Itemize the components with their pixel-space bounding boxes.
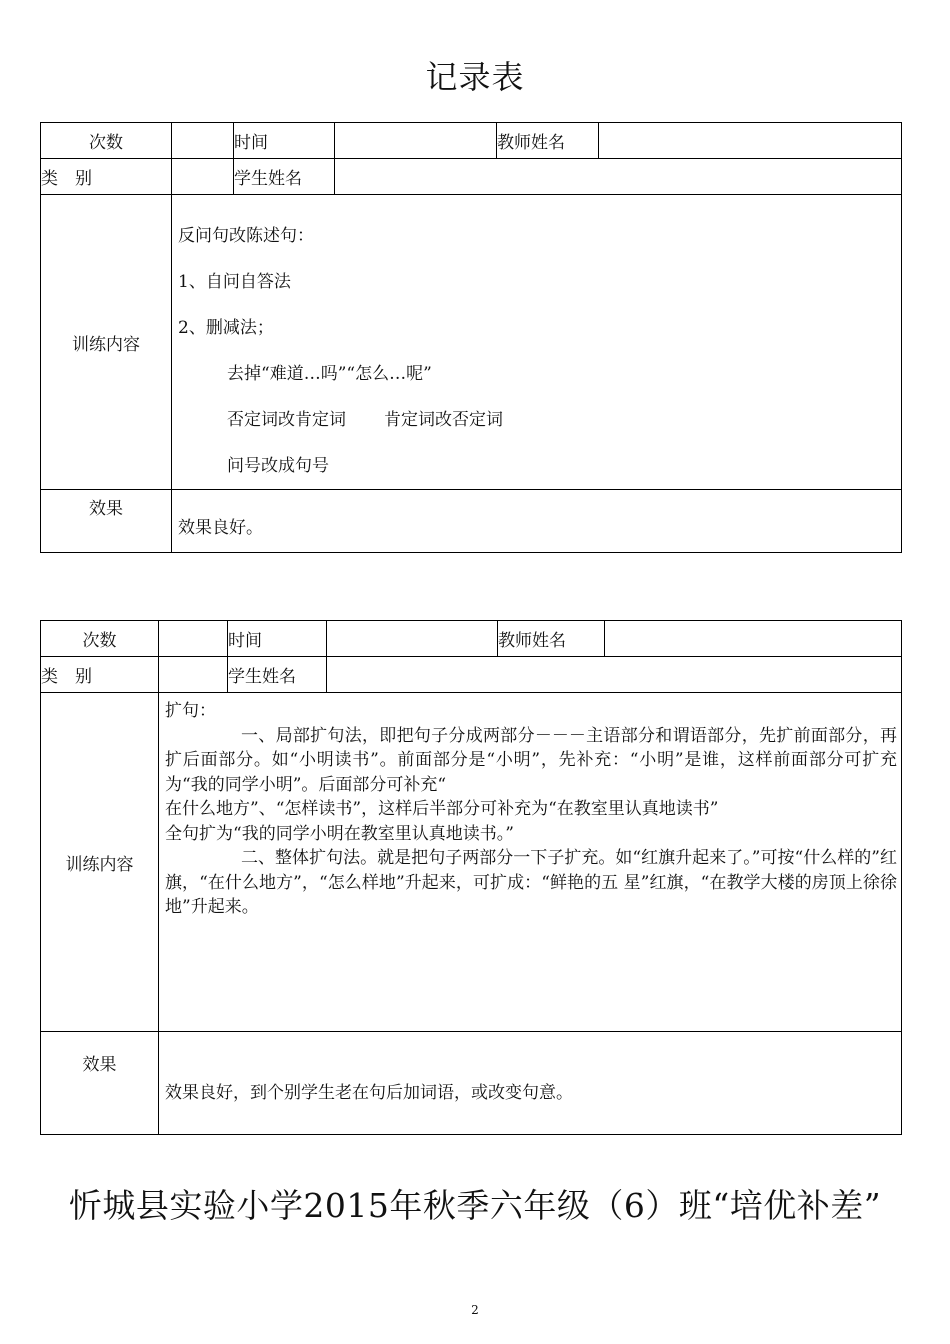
category-label: 类 别 [41,159,172,195]
content-heading: 反问句改陈述句： [178,226,314,246]
content-paragraph: 二、整体扩句法。就是把句子两部分一下子扩充。如“红旗升起来了。”可按“什么样的”红旗，“在什么地方”，“怎么样地”升起来，可扩成：“鲜艳的五 星”红旗，“在教学大楼的房顶上徐徐地”升起来。 [165,848,897,917]
content-step: 肯定词改否定词 [384,410,503,430]
student-name-label: 学生姓名 [234,159,335,195]
count-value[interactable] [159,621,228,657]
teacher-name-value[interactable] [599,123,902,159]
content-item: 1、自问自答法 [178,272,291,292]
record-table-1 [40,122,902,553]
training-content-label: 训练内容 [41,195,172,490]
time-label: 时间 [234,123,335,159]
effect-text: 效果良好，到个别学生老在句后加词语，或改变句意。 [165,1082,573,1103]
category-value[interactable] [172,159,234,195]
training-content-cell [159,693,902,1032]
content-paragraph: 一、局部扩句法，即把句子分成两部分－－－主语部分和谓语部分，先扩前面部分，再扩后面部分。如“小明读书”。前面部分是“小明”，先补充：“小明”是谁，这样前面部分可扩充为“我的同学小明”。后面部分可补充“ [165,725,897,795]
time-value[interactable] [335,123,497,159]
count-label: 次数 [41,621,159,657]
school-class-heading: 忻城县实验小学2015年秋季六年级（6）班“培优补差” [68,1186,882,1225]
student-name-label: 学生姓名 [228,657,327,693]
effect-label: 效果 [41,1032,159,1135]
teacher-name-value[interactable] [605,621,902,657]
training-content-cell [172,195,902,490]
effect-text: 效果良好。 [178,517,263,538]
student-name-value[interactable] [335,159,902,195]
page-title: 记录表 [425,58,525,96]
training-content-label: 训练内容 [41,693,159,1032]
content-item: 2、删减法； [178,318,274,338]
count-value[interactable] [172,123,234,159]
content-step: 去掉“难道…吗”“怎么…呢” [227,364,432,384]
record-table-2 [40,620,902,1135]
content-step: 问号改成句号 [227,456,329,476]
content-step: 否定词改肯定词 [227,410,346,430]
category-label: 类 别 [41,657,159,693]
content-heading: 扩句： [165,701,216,721]
teacher-name-label: 教师姓名 [498,621,605,657]
category-value[interactable] [159,657,228,693]
student-name-value[interactable] [327,657,902,693]
content-step-row [178,409,901,432]
effect-label: 效果 [41,490,172,553]
effect-cell [159,1032,902,1135]
page-number: 2 [471,1303,479,1317]
time-value[interactable] [327,621,498,657]
teacher-name-label: 教师姓名 [497,123,599,159]
effect-cell [172,490,902,553]
content-line: 在什么地方”、“怎样读书”，这样后半部分可补充为“在教室里认真地读书” [165,799,719,819]
content-line: 全句扩为“我的同学小明在教室里认真地读书。” [165,823,514,844]
count-label: 次数 [41,123,172,159]
time-label: 时间 [228,621,327,657]
